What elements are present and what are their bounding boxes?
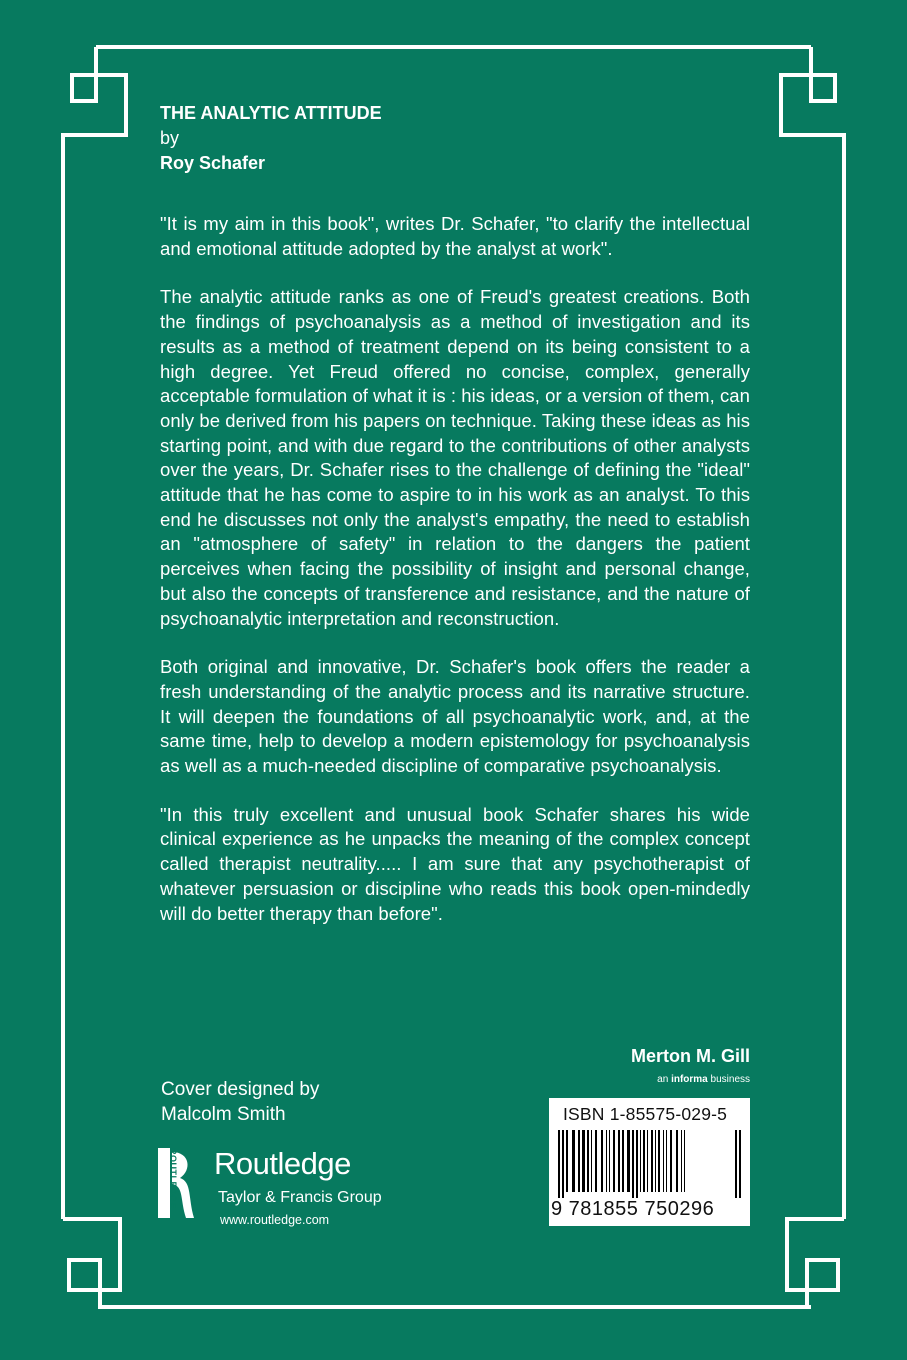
barcode-bar: [627, 1130, 630, 1192]
cover-credit-label: Cover designed by: [161, 1079, 320, 1100]
blurb-paragraph-1: "It is my aim in this book", writes Dr. Schafer, "to clarify the intellectual and emotional attitude adopted by the analyst at work".: [160, 213, 750, 259]
barcode-bar: [655, 1130, 656, 1192]
barcode-icon: [558, 1130, 741, 1198]
barcode-bar: [739, 1130, 741, 1198]
barcode-bar: [636, 1130, 638, 1198]
isbn-barcode-panel: [549, 1098, 750, 1226]
informa-prefix: an: [657, 1074, 669, 1085]
informa-suffix: business: [710, 1074, 750, 1085]
publisher-group: Taylor & Francis Group: [218, 1189, 382, 1206]
barcode-bar: [684, 1130, 685, 1192]
barcode-bar: [663, 1130, 664, 1192]
barcode-bar: [618, 1130, 620, 1192]
barcode-bar: [582, 1130, 585, 1192]
publisher-url: www.routledge.com: [220, 1213, 330, 1227]
informa-tagline: [560, 1074, 750, 1085]
publisher-logo: [158, 1146, 418, 1231]
informa-brand: informa: [671, 1074, 708, 1085]
barcode-bar: [566, 1130, 568, 1192]
barcode-bar: [606, 1130, 607, 1192]
barcode-bar: [676, 1130, 678, 1192]
barcode-bar: [658, 1130, 660, 1192]
barcode-bar: [591, 1130, 592, 1192]
author-name: Roy Schafer: [160, 153, 266, 173]
barcode-bar: [647, 1130, 648, 1192]
barcode-bar: [735, 1130, 737, 1198]
barcode-bar: [601, 1130, 603, 1192]
barcode-bar: [558, 1130, 560, 1198]
barcode-bar: [651, 1130, 653, 1192]
endorsement-quote: "In this truly excellent and unusual book Schafer shares his wide clinical experience as he unpacks the meaning of the complex concept called therapist neutrality..... I am sure that any psychotherapist of whatever persuasion or discipline who reads this book open-mindedly will do better therapy than before".: [160, 803, 750, 924]
publisher-name: Routledge: [214, 1146, 351, 1181]
barcode-bar: [613, 1130, 615, 1192]
blurb-paragraph-2: The analytic attitude ranks as one of Freud's greatest creations. Both the findings of psychoanalysis as a method of investigation and its results as a method of treatment depend on its being consistent to a high degree. Yet Freud offered no concise, complex, generally acceptable formulation of what it is : his ideas, or a version of them, can only be derived from his papers on technique. Taking these ideas as his starting point, and with due regard to the contributions of other analysts over the years, Dr. Schafer rises to the challenge of defining the "ideal" attitude that he has come to aspire to in his work as an analyst. To this end he discusses not only the analyst's empathy, the need to establish an "atmosphere of safety" in relation to the dangers the patient perceives when facing the possibility of insight and personal change, but also the concepts of transference and resistance, and the nature of psychoanalytic interpretation and reconstruction.: [160, 286, 750, 629]
barcode-bar: [666, 1130, 667, 1192]
isbn-label: ISBN 1-85575-029-5: [563, 1104, 728, 1124]
barcode-bar: [643, 1130, 645, 1192]
barcode-bar: [595, 1130, 597, 1192]
isbn-digits: 9 781855 750296: [551, 1198, 715, 1220]
cover-designer: Malcolm Smith: [161, 1104, 286, 1125]
barcode-bar: [640, 1130, 641, 1192]
barcode-bar: [632, 1130, 634, 1198]
cover-credit: [161, 1077, 319, 1127]
back-cover-text: [160, 100, 750, 926]
book-title: THE ANALYTIC ATTITUDE: [160, 103, 382, 123]
barcode-bar: [670, 1130, 672, 1192]
publisher-vertical-text: ROUTLEDGE: [168, 1148, 178, 1210]
barcode-bar: [681, 1130, 682, 1192]
barcode-bar: [578, 1130, 580, 1192]
barcode-bar: [622, 1130, 624, 1192]
barcode-bar: [609, 1130, 610, 1192]
blurb-paragraph-3: Both original and innovative, Dr. Schafer's book offers the reader a fresh understanding of the analytic process and its narrative structure. It will deepen the foundations of all psychoanalytic work, and, at the same time, help to develop a modern epistemology for psychoanalysis as well as a much-needed discipline of comparative psychoanalysis.: [160, 656, 750, 777]
endorser-name: Merton M. Gill: [631, 1046, 750, 1066]
barcode-bar: [587, 1130, 589, 1192]
barcode-bar: [572, 1130, 575, 1192]
by-label: by: [160, 128, 180, 148]
barcode-bar: [562, 1130, 564, 1198]
